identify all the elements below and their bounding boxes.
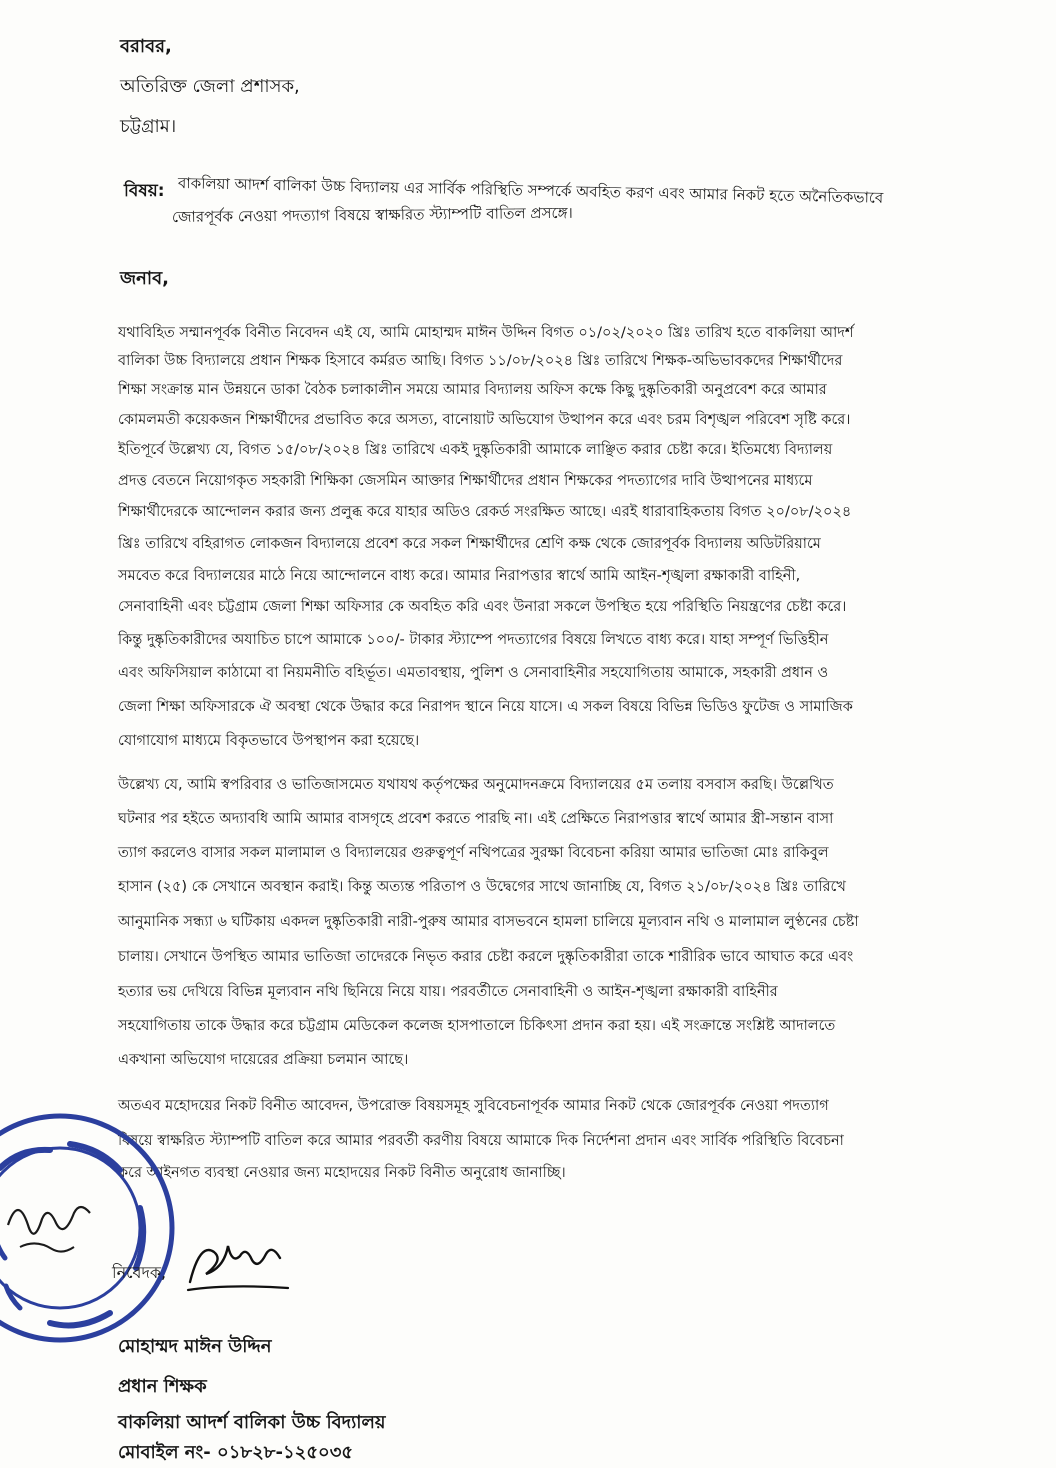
paragraph-line: হত্যার ভয় দেখিয়ে বিভিন্ন মূল্যবান নথি ছিনিয়ে নিয়ে যায়। পরবর্তীতে সেনাবাহিনী ও আইন-শৃঙ্খলা রক্ষাকারী বাহিনীর <box>118 984 778 1000</box>
paragraph-line: প্রদত্ত বেতনে নিয়োগকৃত সহকারী শিক্ষিকা জেসমিন আক্তার শিক্ষার্থীদের প্রধান শিক্ষকের পদত্যাগের দাবি উত্থাপনের মাধ্যমে <box>118 473 813 489</box>
school-name: বাকলিয়া আদর্শ বালিকা উচ্চ বিদ্যালয় <box>118 1412 386 1433</box>
paragraph-line: বালিকা উচ্চ বিদ্যালয়ে প্রধান শিক্ষক হিসাবে কর্মরত আছি। বিগত ১১/০৮/২০২৪ খ্রিঃ তারিখে শিক্ষক-অভিভাবকদের শিক্ষার্থীদের <box>118 353 843 369</box>
paragraph-line: করে আইনগত ব্যবস্থা নেওয়ার জন্য মহোদয়ের নিকট বিনীত অনুরোধ জানাচ্ছি। <box>118 1165 566 1181</box>
paragraph-line: উল্লেখ্য যে, আমি স্বপরিবার ও ভাতিজাসমেত যথাযথ কর্তৃপক্ষের অনুমোদনক্রমে বিদ্যালয়ের ৫ম তলায় বসবাস করছি। উল্লেখিত <box>118 777 834 793</box>
paragraph-line: আনুমানিক সন্ধ্যা ৬ ঘটিকায় একদল দুষ্কৃতিকারী নারী-পুরুষ আমার বাসভবনে হামলা চালিয়ে মূল্যবান নথি ও মালামাল লুণ্ঠনের চেষ্টা <box>118 914 859 930</box>
paragraph-line: ত্যাগ করলেও বাসার সকল মালামাল ও বিদ্যালয়ের গুরুত্বপূর্ণ নথিপত্রের সুরক্ষা বিবেচনা করিয়া আমার ভাতিজা মোঃ রাকিবুল <box>118 845 829 861</box>
paragraph-line: জেলা শিক্ষা অফিসারকে ঐ অবস্থা থেকে উদ্ধার করে নিরাপদ স্থানে নিয়ে যাসে। এ সকল বিষয়ে বিভিন্ন ভিডিও ফুটেজ ও সামাজিক <box>118 699 853 715</box>
paragraph-line: চালায়। সেখানে উপস্থিত আমার ভাতিজা তাদেরকে নিভৃত করার চেষ্টা করলে দুষ্কৃতিকারীরা তাকে শারীরিক ভাবে আঘাত করে এবং <box>118 949 854 965</box>
paragraph-line: কোমলমতী কয়েকজন শিক্ষার্থীদের প্রভাবিত করে অসত্য, বানোয়াট অভিযোগ উত্থাপন করে এবং চরম বিশৃঙ্খল পরিবেশ সৃষ্টি করে। <box>118 412 851 428</box>
handwritten-signature <box>180 1232 300 1302</box>
subject-line-2: জোরপূর্বক নেওয়া পদত্যাগ বিষয়ে স্বাক্ষরিত স্ট্যাম্পটি বাতিল প্রসঙ্গে। <box>171 203 573 226</box>
subject-line-1: বাকলিয়া আদর্শ বালিকা উচ্চ বিদ্যালয় এর সার্বিক পরিস্থিতি সম্পর্কে অবহিত করণ এবং আমার নিকট হতে অনৈতিকভাবে <box>177 174 884 207</box>
paragraph-line: খ্রিঃ তারিখে বহিরাগত লোকজন বিদ্যালয়ে প্রবেশ করে সকল শিক্ষার্থীদের শ্রেণি কক্ষ থেকে জোরপূর্বক বিদ্যালয় অডিটরিয়ামে <box>118 536 821 552</box>
paragraph-line: শিক্ষার্থীদেরকে আন্দোলন করার জন্য প্রলুব্ধ করে যাহার অডিও রেকর্ড সংরক্ষিত আছে। এরই ধারাবাহিকতায় বিগত ২০/০৮/২০২৪ <box>118 504 852 520</box>
paragraph-line: ঘটনার পর হইতে অদ্যাবধি আমি আমার বাসগৃহে প্রবেশ করতে পারছি না। এই প্রেক্ষিতে নিরাপত্তার স্বার্থে আমার স্ত্রী-সন্তান বাসা <box>118 811 834 827</box>
closing-text: নিবেদক, <box>112 1263 167 1282</box>
address-place: চট্টগ্রাম। <box>120 116 177 137</box>
mobile-number: মোবাইল নং- ০১৮২৮-১২৫০৩৫ <box>118 1442 354 1463</box>
paragraph-line: একখানা অভিযোগ দায়েরের প্রক্রিয়া চলমান আছে। <box>118 1052 409 1068</box>
address-recipient: অতিরিক্ত জেলা প্রশাসক, <box>120 76 300 97</box>
signatory-name: মোহাম্মদ মাঈন উদ্দিন <box>118 1336 272 1357</box>
paragraph-line: সেনাবাহিনী এবং চট্টগ্রাম জেলা শিক্ষা অফিসার কে অবহিত করি এবং উনারা সকলে উপস্থিত হয়ে পরিস্থিতি নিয়ন্ত্রণের চেষ্টা করে। <box>118 599 847 615</box>
address-to: বরাবর, <box>120 36 172 57</box>
paragraph-line: সমবেত করে বিদ্যালয়ের মাঠে নিয়ে আন্দোলনে বাধ্য করে। আমার নিরাপত্তার স্বার্থে আমি আইন-শৃঙ্খলা রক্ষাকারী বাহিনী, <box>118 568 801 584</box>
paragraph-line: শিক্ষা সংক্রান্ত মান উন্নয়নে ডাকা বৈঠক চলাকালীন সময়ে আমার বিদ্যালয় অফিস কক্ষে কিছু দুষ্কৃতিকারী অনুপ্রবেশ করে আমার <box>118 382 827 398</box>
paragraph-line: এবং অফিসিয়াল কাঠামো বা নিয়মনীতি বহির্ভূত। এমতাবস্থায়, পুলিশ ও সেনাবাহিনীর সহযোগিতায় আমাকে, সহকারী প্রধান ও <box>118 665 829 681</box>
seal-initial-scribble <box>0 1185 110 1265</box>
paragraph-line: ইতিপূর্বে উল্লেখ্য যে, বিগত ১৫/০৮/২০২৪ খ্রিঃ তারিখে একই দুষ্কৃতিকারী আমাকে লাঞ্ছিত করার চেষ্টা করে। ইতিমধ্যে বিদ্যালয় <box>118 442 833 458</box>
paragraph-line: সহযোগিতায় তাকে উদ্ধার করে চট্টগ্রাম মেডিকেল কলেজ হাসপাতালে চিকিৎসা প্রদান করা হয়। এই সংক্রান্তে সংশ্লিষ্ট আদালতে <box>118 1018 836 1034</box>
signatory-designation: প্রধান শিক্ষক <box>118 1376 207 1397</box>
paragraph-line: বিষয়ে স্বাক্ষরিত স্ট্যাম্পটি বাতিল করে আমার পরবর্তী করণীয় বিষয়ে আমাকে দিক নির্দেশনা প্রদান এবং সার্বিক পরিস্থিতি বিবেচনা <box>118 1133 844 1149</box>
subject-label: বিষয়: <box>124 181 165 201</box>
paragraph-line: যোগাযোগ মাধ্যমে বিকৃতভাবে উপস্থাপন করা হয়েছে। <box>118 733 420 749</box>
paragraph-line: যথাবিহিত সম্মানপূর্বক বিনীত নিবেদন এই যে, আমি মোহাম্মদ মাঈন উদ্দিন বিগত ০১/০২/২০২০ খ্রিঃ তারিখ হতে বাকলিয়া আদর্শ <box>118 325 854 341</box>
salutation: জনাব, <box>120 268 169 289</box>
paragraph-line: অতএব মহোদয়ের নিকট বিনীত আবেদন, উপরোক্ত বিষয়সমূহ সুবিবেচনাপূর্বক আমার নিকট থেকে জোরপূর্বক নেওয়া পদত্যাগ <box>118 1098 829 1114</box>
paragraph-line: কিন্তু দুষ্কৃতিকারীদের অযাচিত চাপে আমাকে ১০০/- টাকার স্ট্যাম্পে পদত্যাগের বিষয়ে লিখতে বাধ্য করে। যাহা সম্পূর্ণ ভিত্তিহীন <box>118 632 829 648</box>
paragraph-line: হাসান (২৫) কে সেখানে অবস্থান করাই। কিন্তু অত্যন্ত পরিতাপ ও উদ্বেগের সাথে জানাচ্ছি যে, বিগত ২১/০৮/২০২৪ খ্রিঃ তারিখে <box>118 879 846 895</box>
